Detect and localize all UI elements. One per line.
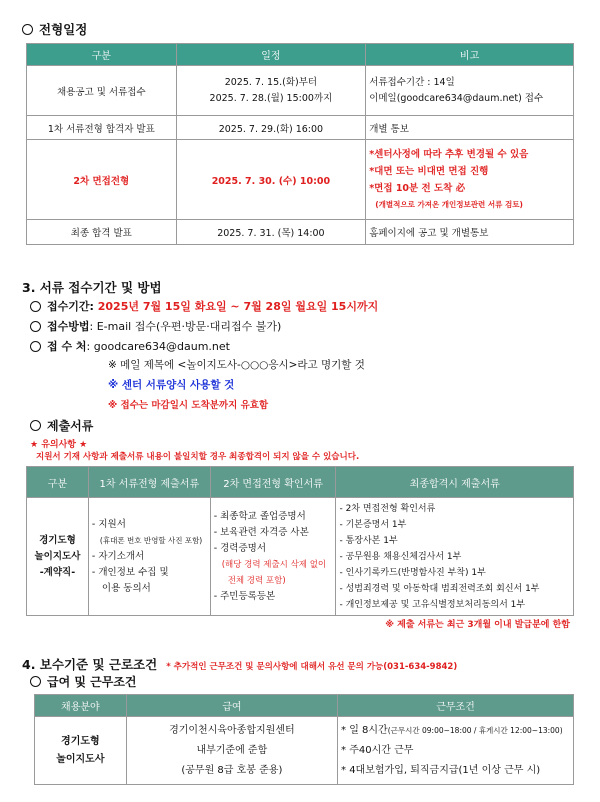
cell-cat: 1차 서류전형 합격자 발표 (27, 116, 177, 140)
docs-cat: 경기도형 놀이지도사 -계약직- (27, 498, 89, 616)
table-row (27, 116, 574, 140)
pay-field: 경기도형 놀이지도사 (35, 717, 127, 785)
schedule-header-cat: 구분 (27, 44, 177, 66)
cell-sched: 2025. 7. 30. (수) 10:00 (176, 140, 366, 220)
pay-subtitle: 급여 및 근무조건 (30, 673, 137, 690)
cell-sched: 2025. 7. 31. (목) 14:00 (176, 220, 366, 245)
table-row (27, 220, 574, 245)
table-row (27, 66, 574, 116)
method-line: 접수방법: E-mail 접수(우편·방문·대리접수 불가) (30, 318, 281, 334)
cell-cat: 2차 면접전형 (27, 140, 177, 220)
docs-header-2: 2차 면접전형 확인서류 (210, 467, 336, 498)
section-pay-title: 4. 보수기준 및 근로조건 * 추가적인 근무조건 및 문의사항에 대해서 유선 문의 가능(031-634-9842) (22, 657, 458, 672)
cell-note: 서류접수기간 : 14일 이메일(goodcare634@daum.net) 접수 (366, 66, 574, 116)
cell-sched: 2025. 7. 29.(화) 16:00 (176, 116, 366, 140)
docs-col3: - 2차 면접전형 확인서류 - 기본증명서 1부 - 통장사본 1부 - 공무원용 채용신체검사서 1부 - 인사기록카드(반명함사진 부착) 1부 - 성범죄경력 및 아동학대 범죄전력조회 회신서 1부 - 개인정보제공 및 고유식별정보처리동의서 1부 (336, 498, 574, 616)
circle-bullet-icon (30, 341, 41, 352)
docs-footnote: ※ 제출 서류는 최근 3개월 이내 발급분에 한함 (385, 620, 570, 630)
docs-header-3: 최종합격시 제출서류 (336, 467, 574, 498)
pay-header-cond: 근무조건 (338, 695, 574, 717)
pay-header-field: 채용분야 (35, 695, 127, 717)
caution-title: ★ 유의사항 ★ (30, 440, 88, 450)
circle-bullet-icon (30, 420, 41, 431)
schedule-header-note: 비고 (366, 44, 574, 66)
period-line: 접수기간: 2025년 7월 15일 화요일 ~ 7월 28일 월요일 15시까지 (30, 298, 378, 314)
cell-note: 개별 통보 (366, 116, 574, 140)
cell-sched: 2025. 7. 15.(화)부터 2025. 7. 28.(월) 15:00까지 (176, 66, 366, 116)
table-row (27, 140, 574, 220)
docs-table (26, 466, 574, 616)
email-link[interactable]: goodcare634@daum.net (93, 340, 230, 353)
cell-cat: 채용공고 및 서류접수 (27, 66, 177, 116)
docs-header-1: 1차 서류전형 제출서류 (88, 467, 210, 498)
note-deadline: ※ 접수는 마감일시 도착분까지 유효함 (108, 400, 269, 411)
docs-col1: - 지원서 (휴대폰 번호 반영할 사진 포함) - 자기소개서 - 개인정보 수집 및 이용 동의서 (88, 498, 210, 616)
cell-cat: 최종 합격 발표 (27, 220, 177, 245)
schedule-header-sched: 일정 (176, 44, 366, 66)
pay-amount: 경기이천시육아종합지원센터 내부기준에 준함 (공무원 8급 호봉 준용) (126, 717, 337, 785)
section-schedule-title: 전형일정 (22, 20, 87, 38)
circle-bullet-icon (22, 24, 33, 35)
docs-title: 제출서류 (30, 417, 93, 434)
circle-bullet-icon (30, 676, 41, 687)
table-row (35, 717, 574, 785)
pay-conditions: * 일 8시간(근무시간 09:00~18:00 / 휴게시간 12:00~13:00) * 주40시간 근무 * 4대보험가입, 퇴직금지급(1년 이상 근무 시) (338, 717, 574, 785)
circle-bullet-icon (30, 321, 41, 332)
docs-header-cat: 구분 (27, 467, 89, 498)
pay-header-pay: 급여 (126, 695, 337, 717)
cell-note: *센터사정에 따라 추후 변경될 수 있음 *대면 또는 비대면 면접 진행 *면접 10분 전 도착 必 (개별적으로 가져온 개인정보관련 서류 검토) (366, 140, 574, 220)
cell-note: 홈페이지에 공고 및 개별통보 (366, 220, 574, 245)
note-form: ※ 센터 서류양식 사용할 것 (108, 379, 235, 391)
circle-bullet-icon (30, 301, 41, 312)
section-receipt-title: 3. 서류 접수기간 및 방법 (22, 280, 162, 295)
where-line: 접 수 처: goodcare634@daum.net (30, 338, 230, 354)
docs-col2: - 최종학교 졸업증명서 - 보육관련 자격증 사본 - 경력증명서 (해당 경력 제출시 삭제 없이 전체 경력 포함) - 주민등록등본 (210, 498, 336, 616)
schedule-table (26, 43, 574, 245)
caution-text: 지원서 기재 사항과 제출서류 내용이 불일치할 경우 최종합격이 되지 않을 수 있습니다. (36, 452, 360, 462)
table-row (27, 498, 574, 616)
note-mail-subject: ※ 메일 제목에 <놀이지도사-○○○응시>라고 명기할 것 (108, 359, 365, 371)
pay-table (34, 694, 574, 785)
